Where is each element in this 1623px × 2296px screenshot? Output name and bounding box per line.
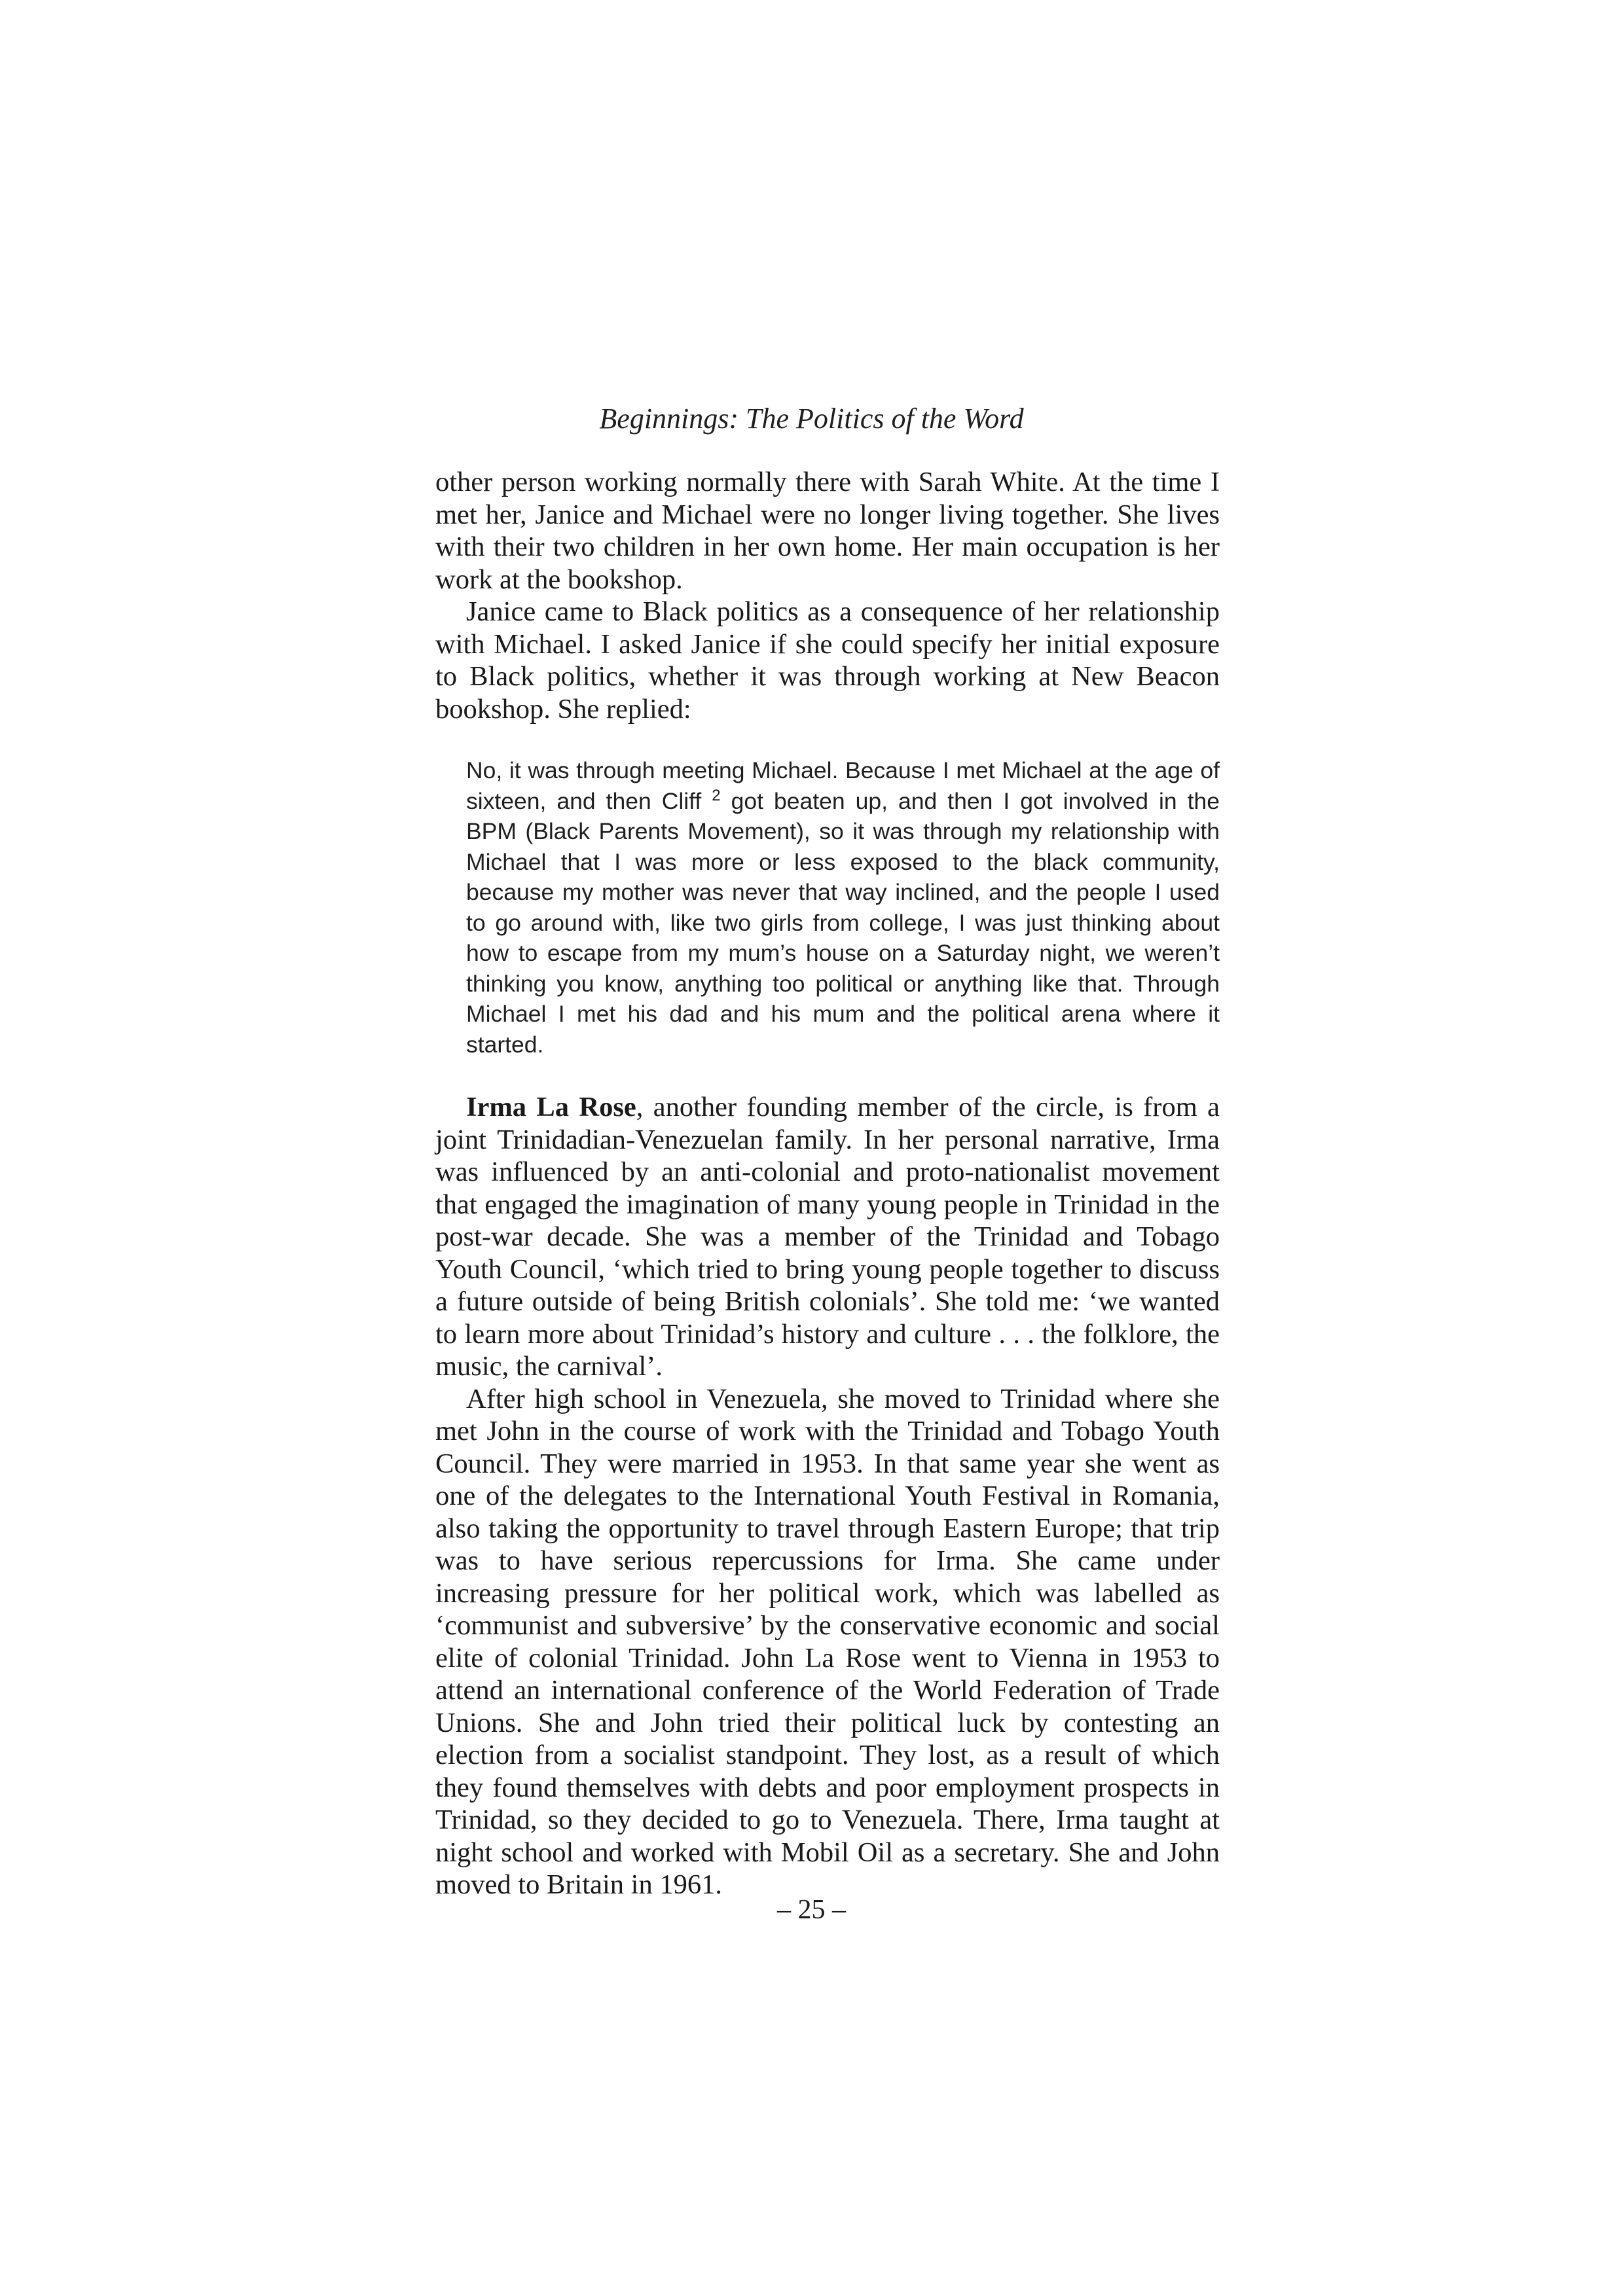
paragraph-3-text: , another founding member of the circle, is from a joint Trinidadian-Venezuelan family. In her personal narrative, Irma was influenced by an anti-colonial and proto-nationalist movement that engaged the imagination of many young people in Trinidad in the post-war decade. She was a member of the Trinidad and Tobago Youth Council, ‘which tried to bring young people together to discuss a future outside of being British colonials’. She told me: ‘we wanted to learn more about Trinidad’s history and culture . . . the folklore, the music, the carnival’.	[435, 1092, 1220, 1382]
quote-text-end: got beaten up, and then I got involved in the BPM (Black Parents Movement), so it was through my relationship with Michael that I was more or less exposed to the black community, because my mother was never that way inclined, and the people I used to go around with, like two girls from college, I was just thinking about how to escape from my mum’s house on a Saturday night, we weren’t thinking you know, anything too political or anything like that. Through Michael I met his dad and his mum and the political arena where it started.	[466, 787, 1220, 1058]
person-name: Irma La Rose	[466, 1092, 636, 1122]
page-number: – 25 –	[777, 1895, 846, 1925]
paragraph-2: Janice came to Black politics as a consequence of her relationship with Michael. I asked Janice if she could specify her initial exposure to Black politics, whether it was through working at New Beacon bookshop. She replied:	[435, 596, 1220, 725]
paragraph-3	[435, 1091, 1220, 1383]
footnote-marker: 2	[712, 786, 721, 804]
paragraph-4: After high school in Venezuela, she moved to Trinidad where she met John in the course of work with the Trinidad and Tobago Youth Council. They were married in 1953. In that same year she went as one of the delegates to the International Youth Festival in Romania, also taking the opportunity to travel through Eastern Europe; that trip was to have serious repercussions for Irma. She came under increasing pressure for her political work, which was labelled as ‘communist and subversive’ by the conservative economic and social elite of colonial Trinidad. John La Rose went to Vienna in 1953 to attend an international conference of the World Federation of Trade Unions. She and John tried their political luck by contesting an election from a socialist standpoint. They lost, as a result of which they found themselves with debts and poor employment prospects in Trinidad, so they decided to go to Venezuela. There, Irma taught at night school and worked with Mobil Oil as a secretary. She and John moved to Britain in 1961.	[435, 1383, 1220, 1900]
block-quote	[466, 755, 1220, 1060]
quote-text-start: No, it was through meeting Michael. Because I met Michael at the age of sixteen, and then Cliff	[466, 757, 1220, 814]
body-text	[435, 466, 1220, 1901]
running-head: Beginnings: The Politics of the Word	[599, 403, 1024, 435]
paragraph-1: other person working normally there with Sarah White. At the time I met her, Janice and Michael were no longer living together. She lives with their two children in her own home. Her main occupation is her work at the bookshop.	[435, 467, 1220, 595]
